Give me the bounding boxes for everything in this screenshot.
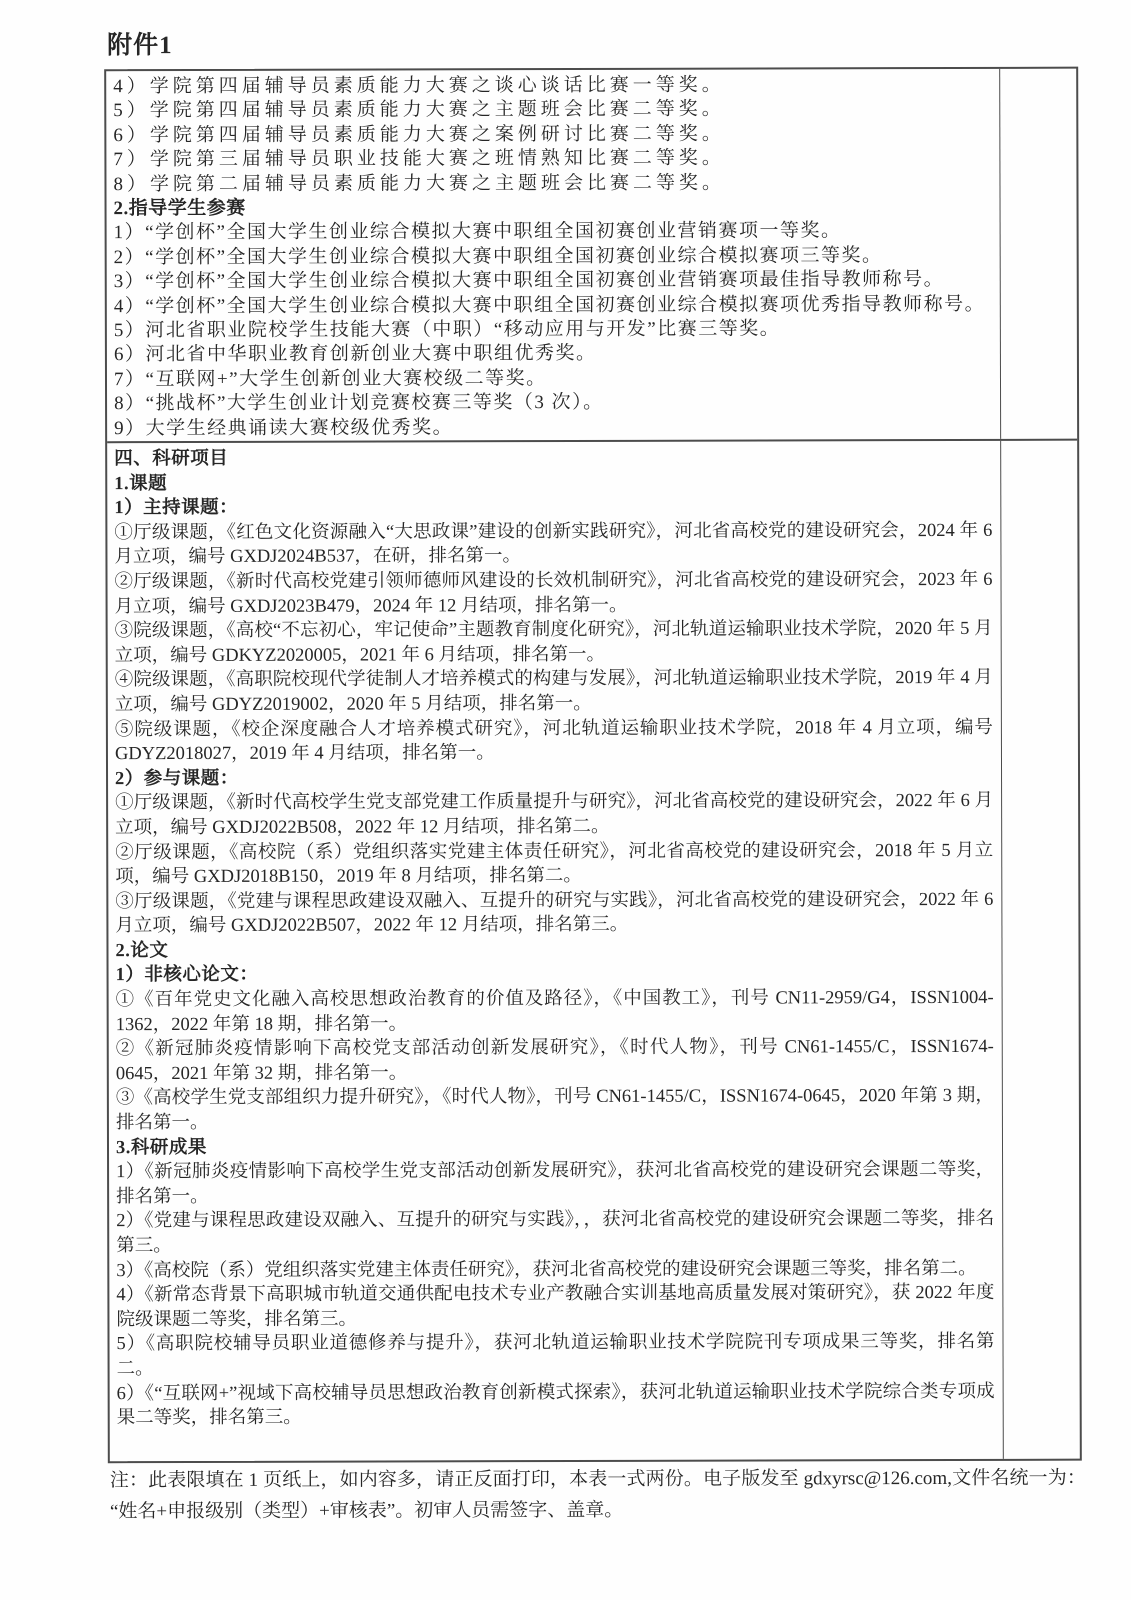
student-award-item: 6）河北省中华职业教育创新创业大赛中职组优秀奖。 xyxy=(113,343,597,366)
counselor-award-list xyxy=(113,73,991,197)
achievement-item: 2）《党建与课程思政建设双融入、互提升的研究与实践》，，获河北省高校党的建设研究会课题二等奖，排名第三。 xyxy=(116,1209,995,1257)
participated-topic-item: ③厅级课题，《党建与课程思政建设双融入、互提升的研究与实践》，河北省高校党的建设研究会，2022 年 6 月立项，编号 GXDJ2022B507，2022 年 12 月结项，排名第三。 xyxy=(115,889,994,937)
review-score-cell-bottom xyxy=(1001,441,1080,1459)
hosted-topic-list xyxy=(114,519,993,767)
achievements-heading: 3.科研成果 xyxy=(115,1137,207,1158)
paper-item: ①《百年党史文化融入高校思想政治教育的价值及路径》，《中国教工》，刊号 CN11-2959/G4，ISSN1004-1362，2022 年第 18 期，排名第一。 xyxy=(115,987,994,1035)
review-form-table xyxy=(104,67,1082,1464)
student-award-item: 7）“互联网+”大学生创新创业大赛校级二等奖。 xyxy=(113,367,547,391)
achievement-list xyxy=(116,1158,995,1431)
student-award-list xyxy=(114,219,993,441)
papers-heading: 2.论文 xyxy=(115,940,169,962)
table-row-awards xyxy=(106,69,1077,444)
participated-topic-item: ②厅级课题，《高校院（系）党组织落实党建主体责任研究》，河北省高校党的建设研究会，2018 年 5 月立项，编号 GXDJ2018B150，2019 年 8 月结项，排名第二。 xyxy=(115,840,994,888)
student-award-item: 3）“学创杯”全国大学生创业综合模拟大赛中职组全国初赛创业营销赛项最佳指导教师称号。 xyxy=(113,269,945,293)
attachment-label: 附件1 xyxy=(107,32,173,60)
hosted-topic-item: ④院级课题，《高职院校现代学徒制人才培养模式的构建与发展》，河北轨道运输职业技术学院，2019 年 4 月立项，编号 GDYZ2019002，2020 年 5 月结项，排名第一。 xyxy=(114,668,993,716)
hosted-topic-item: ①厅级课题，《红色文化资源融入“大思政课”建设的创新实践研究》，河北省高校党的建设研究会，2024 年 6 月立项，编号 GXDJ2024B537，在研，排名第一。 xyxy=(114,520,993,568)
hosted-topics-heading: 1）主持课题： xyxy=(114,498,239,519)
research-section-heading: 四、科研项目 xyxy=(114,448,229,470)
student-award-item: 4）“学创杯”全国大学生创业综合模拟大赛中职组全国初赛创业综合模拟赛项优秀指导教师称号。 xyxy=(113,293,986,317)
footer-note: 注：此表限填在 1 页纸上，如内容多，请正反面打印，本表一式两份。电子版发至 gdxyrsc@126.com,文件名统一为：“姓名+申报级别（类型）+审核表”。初审人员需签字、盖章。 xyxy=(109,1467,1086,1523)
paper-item: ②《新冠肺炎疫情影响下高校党支部活动创新发展研究》，《时代人物》，刊号 CN61-1455/C，ISSN1674-0645，2021 年第 32 期，排名第一。 xyxy=(115,1037,994,1085)
student-award-item: 5）河北省职业院校学生技能大赛（中职）“移动应用与开发”比赛三等奖。 xyxy=(113,318,781,342)
hosted-topic-item: ②厅级课题，《新时代高校党建引领师德师风建设的长效机制研究》，河北省高校党的建设研究会，2023 年 6 月立项，编号 GXDJ2023B479，2024 年 12 月结项，排名第一。 xyxy=(114,569,993,617)
awards-cell xyxy=(106,69,1001,441)
student-award-item: 8）“挑战杯”大学生创业计划竞赛校赛三等奖（3 次）。 xyxy=(114,392,604,415)
hosted-topic-item: ⑤院级课题，《校企深度融合人才培养模式研究》，河北轨道运输职业技术学院，2018 年 4 月立项，编号 GDYZ2018027，2019 年 4 月结项，排名第一。 xyxy=(114,717,993,765)
participated-topic-item: ①厅级课题，《新时代高校学生党支部党建工作质量提升与研究》，河北省高校党的建设研究会，2022 年 6 月立项，编号 GXDJ2022B508，2022 年 12 月结项，排名第二。 xyxy=(115,791,994,839)
achievement-item: 6）《“互联网+”视域下高校辅导员思想政治教育创新模式探索》，获河北轨道运输职业技术学院综合类专项成果二等奖，排名第三。 xyxy=(116,1381,995,1429)
research-cell xyxy=(107,441,1004,1461)
counselor-award-item: 7）学院第三届辅导员职业技能大赛之班情熟知比赛二等奖。 xyxy=(113,147,725,171)
hosted-topic-item: ③院级课题，《高校“不忘初心，牢记使命”主题教育制度化研究》，河北轨道运输职业技术学院，2020 年 5 月立项，编号 GDKYZ2020005，2021 年 6 月结项，排名第一。 xyxy=(114,619,993,666)
achievement-item: 5）《高职院校辅导员职业道德修养与提升》，获河北轨道运输职业技术学院院刊专项成果三等奖，排名第二。 xyxy=(116,1332,995,1380)
achievement-item: 3）《高校院（系）党组织落实党建主体责任研究》，获河北省高校党的建设研究会课题三等奖，排名第二。 xyxy=(116,1258,977,1281)
topics-heading: 1.课题 xyxy=(114,473,168,494)
review-score-cell-top xyxy=(1000,69,1077,439)
student-competition-heading: 2.指导学生参赛 xyxy=(113,197,246,220)
paper-item: ③《高校学生党支部组织力提升研究》，《时代人物》，刊号 CN61-1455/C，ISSN1674-0645，2020 年第 3 期，排名第一。 xyxy=(115,1086,994,1134)
counselor-award-item: 5）学院第四届辅导员素质能力大赛之主题班会比赛二等奖。 xyxy=(113,98,725,122)
noncore-papers-heading: 1）非核心论文： xyxy=(115,965,259,986)
achievement-item: 4）《新常态背景下高职城市轨道交通供配电技术专业产教融合实训基地高质量发展对策研究》，获 2022 年度院级课题二等奖，排名第三。 xyxy=(116,1283,995,1330)
counselor-award-item: 4）学院第四届辅导员素质能力大赛之谈心谈话比赛一等奖。 xyxy=(113,74,725,98)
student-award-item: 2）“学创杯”全国大学生创业综合模拟大赛中职组全国初赛创业综合模拟赛项三等奖。 xyxy=(113,245,883,269)
paper-list xyxy=(116,986,994,1136)
student-award-item: 1）“学创杯”全国大学生创业综合模拟大赛中职组全国初赛创业营销赛项一等奖。 xyxy=(113,220,842,244)
achievement-item: 1）《新冠肺炎疫情影响下高校学生党支部活动创新发展研究》，获河北省高校党的建设研究会课题二等奖，排名第一。 xyxy=(116,1160,995,1207)
table-row-research xyxy=(107,441,1080,1462)
student-award-item: 9）大学生经典诵读大赛校级优秀奖。 xyxy=(114,416,454,439)
counselor-award-item: 6）学院第四届辅导员素质能力大赛之案例研讨比赛二等奖。 xyxy=(113,123,725,146)
participated-topics-heading: 2）参与课题： xyxy=(115,768,239,789)
participated-topic-list xyxy=(115,789,993,939)
counselor-award-item: 8）学院第二届辅导员素质能力大赛之主题班会比赛二等奖。 xyxy=(113,172,726,195)
